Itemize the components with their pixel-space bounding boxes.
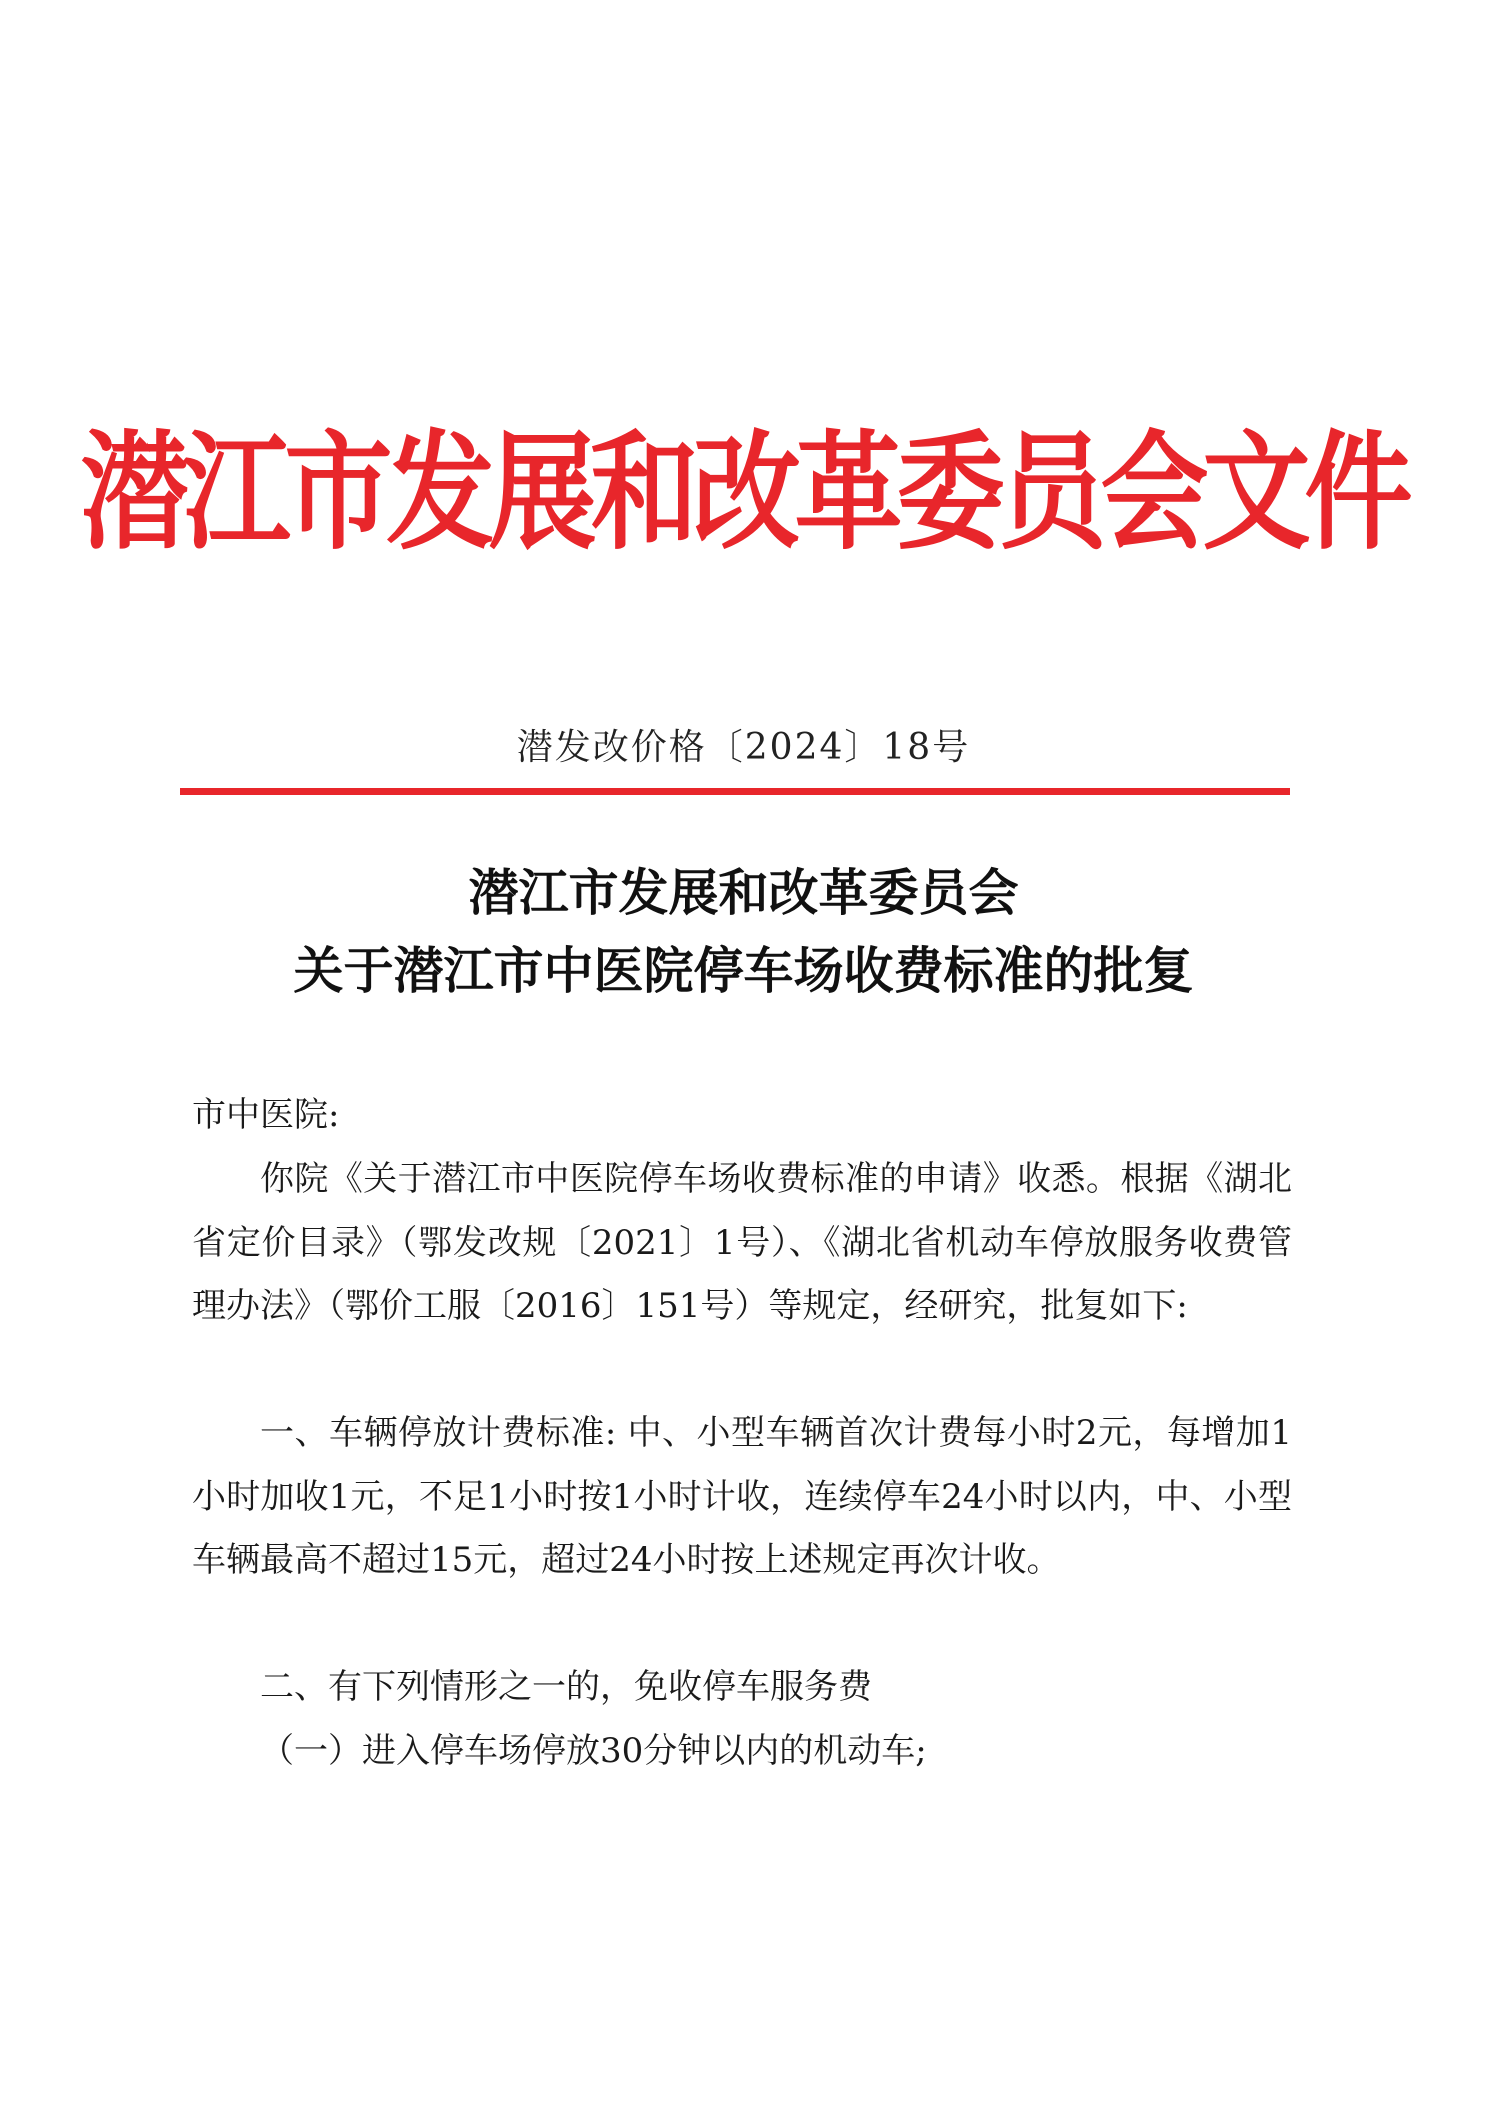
document-title-line1: 潜江市发展和改革委员会 xyxy=(468,863,1019,922)
document-number: 潜发改价格〔2024〕18号 xyxy=(516,727,971,768)
paragraph-fee-standard: 一、车辆停放计费标准: 中、小型车辆首次计费每小时2元，每增加1小时加收1元，不足1小时按1小时计收，连续停车24小时以内，中、小型车辆最高不超过15元，超过24小时按上述规定再次计收。 xyxy=(192,1413,1292,1580)
paragraph-exemption-heading: 二、有下列情形之一的，免收停车服务费 xyxy=(260,1667,872,1707)
document-masthead: 潜江市发展和改革委员会文件 xyxy=(80,418,1407,567)
salutation: 市中医院: xyxy=(192,1095,340,1135)
paragraph-intro: 你院《关于潜江市中医院停车场收费标准的申请》收悉。根据《湖北省定价目录》（鄂发改规〔2021〕1号）、《湖北省机动车停放服务收费管理办法》（鄂价工服〔2016〕151号）等规定，经研究，批复如下: xyxy=(192,1159,1292,1326)
paragraph-exemption-item-1: （一）进入停车场停放30分钟以内的机动车; xyxy=(260,1731,927,1771)
header-divider xyxy=(180,788,1290,795)
document-title-line2: 关于潜江市中医院停车场收费标准的批复 xyxy=(293,941,1194,1000)
